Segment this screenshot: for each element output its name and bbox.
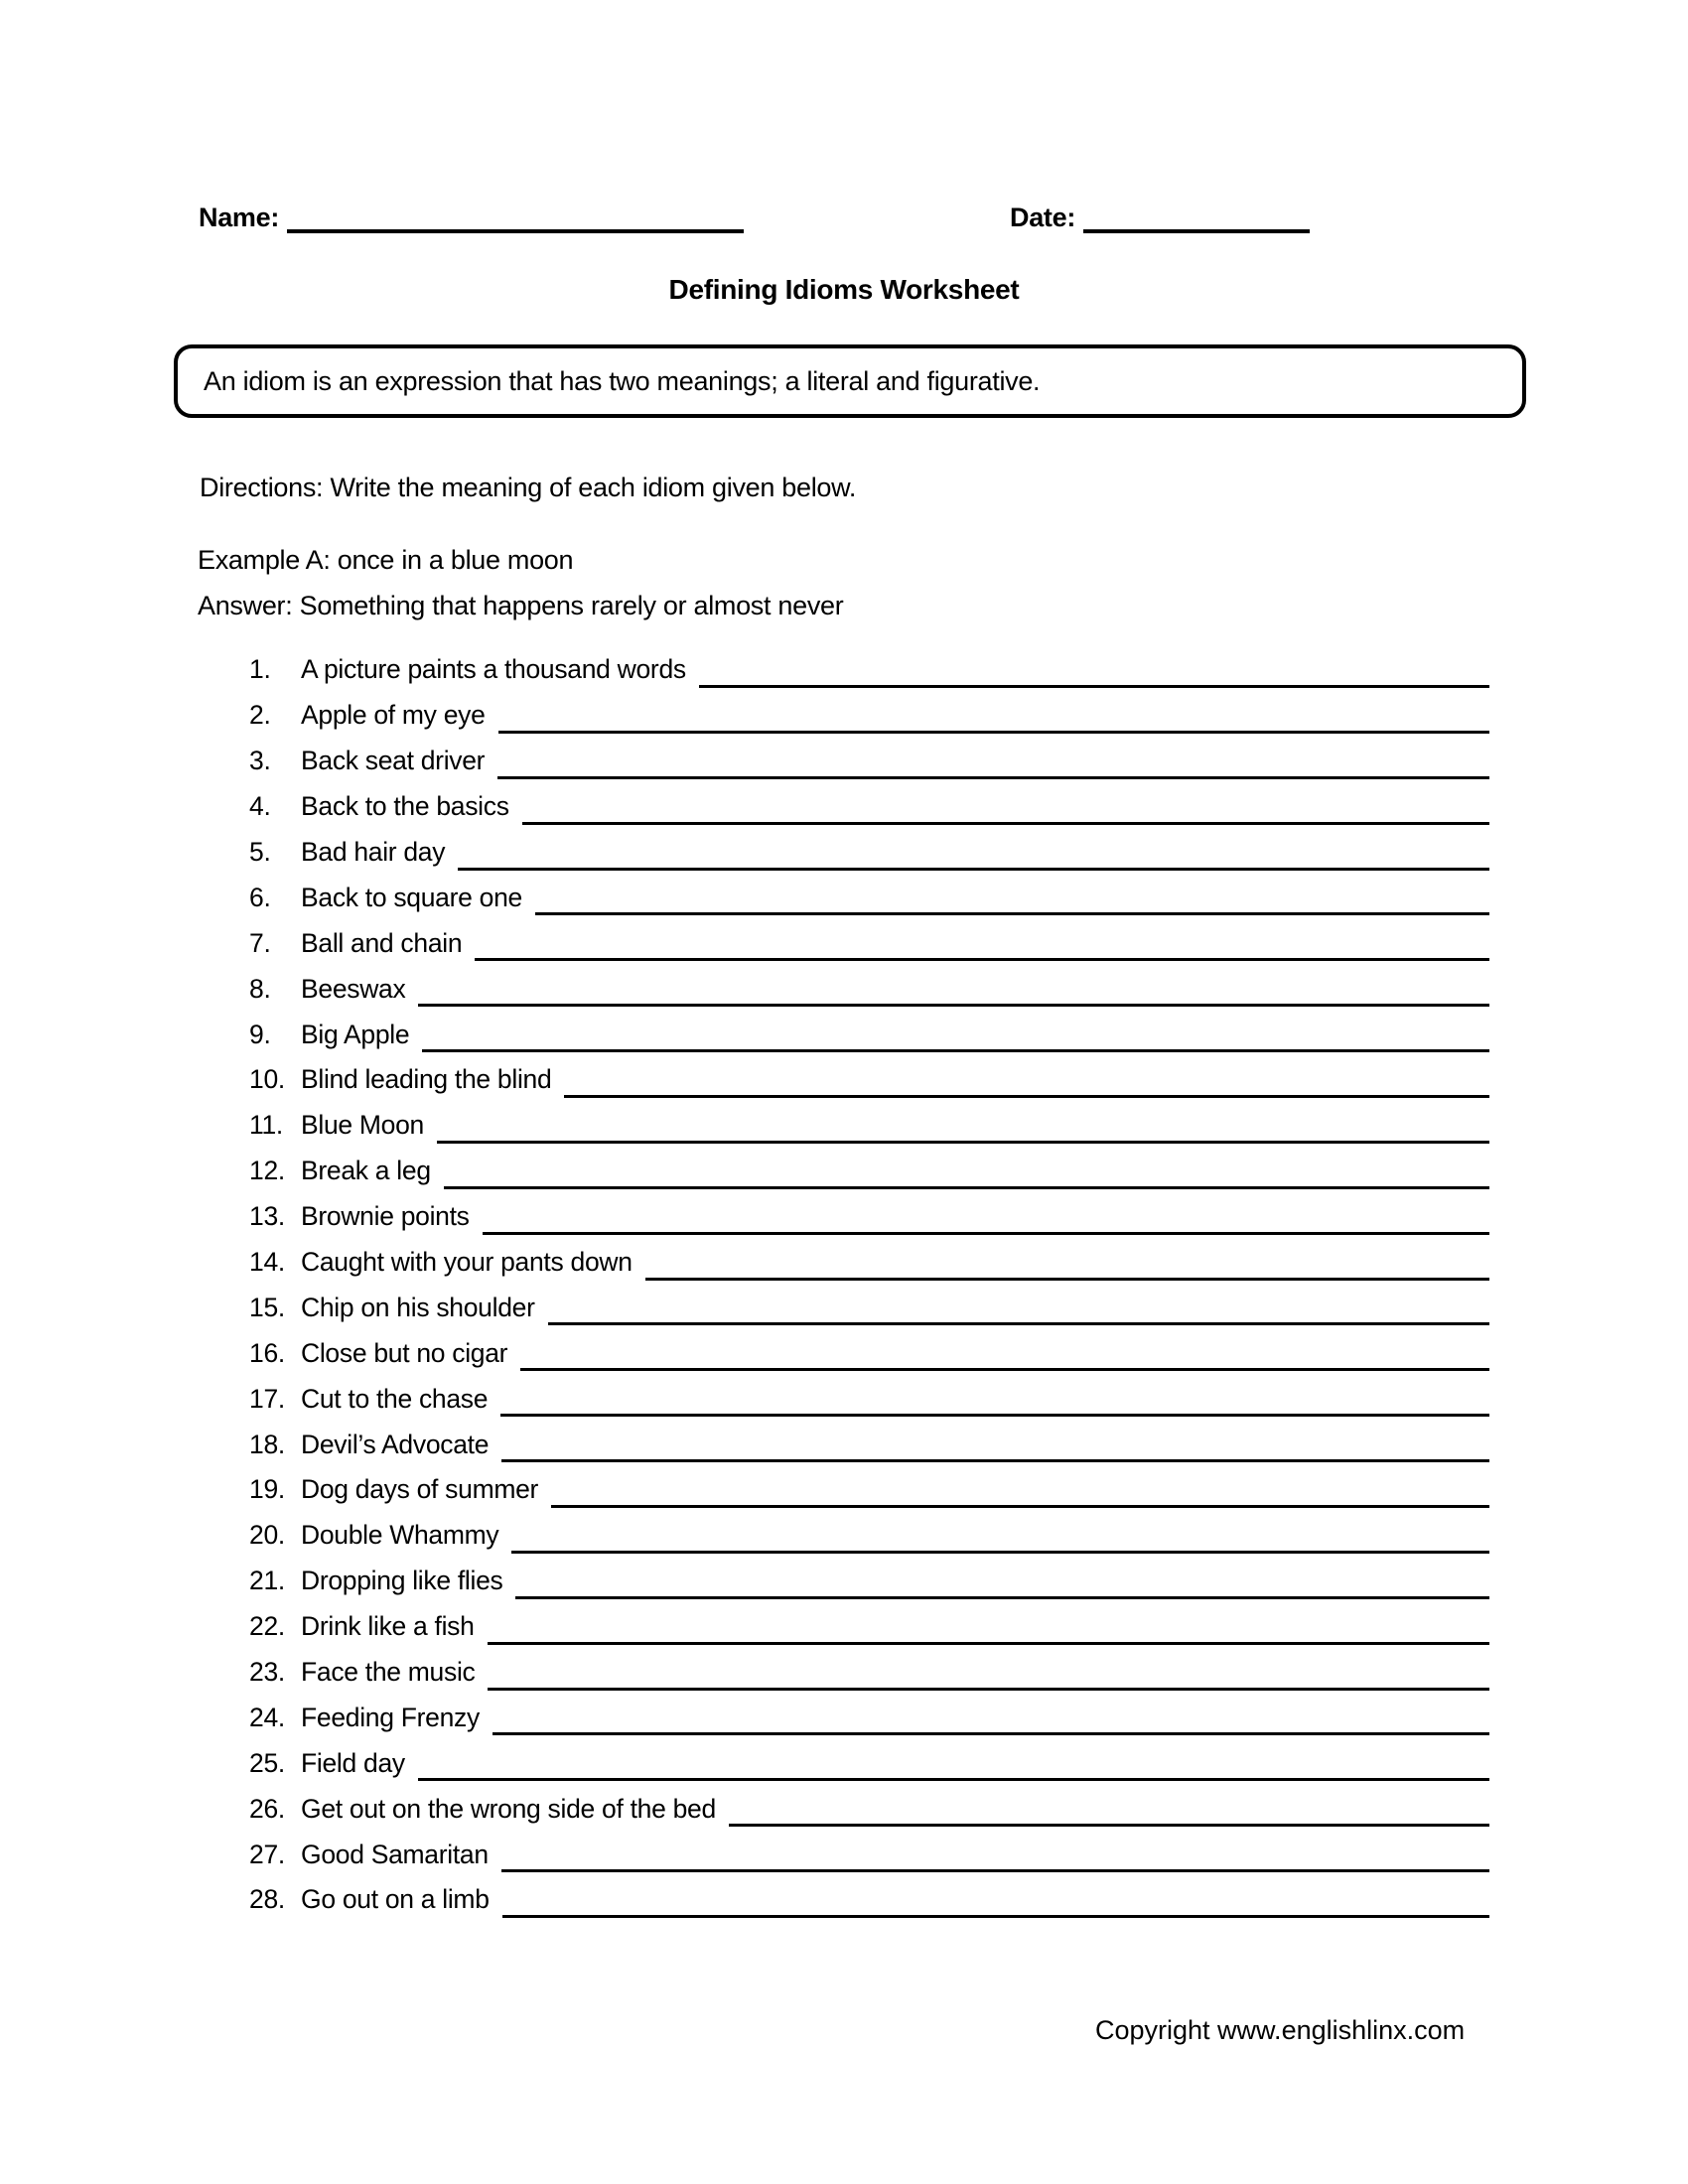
- idiom-number: 28.: [249, 1884, 285, 1915]
- idiom-text: Close but no cigar: [301, 1337, 508, 1368]
- answer-blank-line: [497, 744, 1489, 779]
- idiom-number: 15.: [249, 1292, 285, 1322]
- idiom-row: [249, 1740, 1489, 1786]
- idiom-number: 6.: [249, 882, 271, 912]
- idiom-number: 3.: [249, 746, 271, 776]
- idiom-number: 8.: [249, 973, 271, 1004]
- idiom-number: 23.: [249, 1657, 285, 1688]
- idiom-number: 14.: [249, 1247, 285, 1278]
- directions-text: Directions: Write the meaning of each idiom given below.: [200, 473, 857, 502]
- idiom-row: [249, 1559, 1489, 1604]
- idiom-text: Bad hair day: [301, 837, 446, 867]
- idiom-row: [249, 693, 1489, 739]
- idiom-text: Face the music: [301, 1657, 476, 1688]
- idiom-number: 19.: [249, 1474, 285, 1505]
- idiom-text: Dog days of summer: [301, 1474, 539, 1505]
- idiom-row: [249, 1240, 1489, 1286]
- idiom-text: Beeswax: [301, 973, 406, 1004]
- idiom-row: [249, 1012, 1489, 1057]
- idiom-number: 12.: [249, 1156, 285, 1186]
- idiom-text: Back to the basics: [301, 791, 509, 822]
- idiom-row: [249, 1422, 1489, 1467]
- idiom-row: [249, 739, 1489, 784]
- idiom-list: [249, 647, 1489, 1923]
- idiom-number: 16.: [249, 1337, 285, 1368]
- answer-blank-line: [548, 1290, 1489, 1325]
- idiom-number: 22.: [249, 1611, 285, 1642]
- idiom-row: [249, 1650, 1489, 1696]
- answer-blank-line: [488, 1609, 1489, 1645]
- idiom-text: Get out on the wrong side of the bed: [301, 1793, 716, 1824]
- answer-blank-line: [492, 1700, 1489, 1735]
- idiom-row: [249, 1330, 1489, 1376]
- example-answer-text: Answer: Something that happens rarely or almost never: [198, 591, 844, 620]
- idiom-row: [249, 830, 1489, 876]
- answer-blank-line: [501, 1427, 1489, 1462]
- idiom-row: [249, 1786, 1489, 1832]
- idiom-number: 20.: [249, 1520, 285, 1551]
- idiom-number: 9.: [249, 1019, 271, 1049]
- answer-blank-line: [502, 1882, 1489, 1918]
- idiom-text: Feeding Frenzy: [301, 1702, 480, 1732]
- idiom-row: [249, 784, 1489, 830]
- idiom-number: 2.: [249, 700, 271, 731]
- answer-blank-line: [475, 925, 1489, 961]
- idiom-number: 1.: [249, 654, 271, 685]
- idiom-number: 5.: [249, 837, 271, 867]
- answer-blank-line: [645, 1245, 1489, 1281]
- idiom-text: Blue Moon: [301, 1110, 424, 1141]
- idiom-number: 18.: [249, 1429, 285, 1459]
- idiom-number: 25.: [249, 1747, 285, 1778]
- name-blank-line: [287, 227, 744, 233]
- example-text: Example A: once in a blue moon: [198, 545, 574, 575]
- idiom-number: 13.: [249, 1201, 285, 1232]
- idiom-text: Go out on a limb: [301, 1884, 490, 1915]
- answer-blank-line: [535, 880, 1489, 915]
- answer-blank-line: [418, 1745, 1489, 1781]
- idiom-row: [249, 875, 1489, 920]
- idiom-text: Devil’s Advocate: [301, 1429, 490, 1459]
- idiom-row: [249, 1149, 1489, 1194]
- idiom-row: [249, 1194, 1489, 1240]
- answer-blank-line: [522, 789, 1489, 825]
- idiom-definition-box: [174, 344, 1526, 418]
- idiom-text: Dropping like flies: [301, 1566, 503, 1596]
- idiom-text: Chip on his shoulder: [301, 1292, 535, 1322]
- idiom-text: Ball and chain: [301, 927, 463, 958]
- idiom-row: [249, 1467, 1489, 1513]
- idiom-number: 11.: [249, 1110, 283, 1141]
- idiom-text: Blind leading the blind: [301, 1064, 552, 1095]
- idiom-text: Big Apple: [301, 1019, 410, 1049]
- answer-blank-line: [699, 652, 1489, 688]
- answer-blank-line: [515, 1564, 1489, 1599]
- idiom-text: Drink like a fish: [301, 1611, 475, 1642]
- idiom-row: [249, 1376, 1489, 1422]
- idiom-number: 17.: [249, 1383, 285, 1414]
- answer-blank-line: [551, 1472, 1489, 1508]
- answer-blank-line: [488, 1655, 1489, 1691]
- answer-blank-line: [501, 1837, 1489, 1872]
- idiom-number: 21.: [249, 1566, 285, 1596]
- date-label: Date:: [1010, 203, 1076, 232]
- name-field-group: [199, 203, 744, 233]
- idiom-row: [249, 1285, 1489, 1330]
- answer-blank-line: [444, 1154, 1489, 1189]
- idiom-text: Brownie points: [301, 1201, 470, 1232]
- answer-blank-line: [418, 971, 1489, 1007]
- date-field-group: [1010, 203, 1310, 233]
- idiom-text: Field day: [301, 1747, 405, 1778]
- answer-blank-line: [564, 1062, 1489, 1098]
- idiom-row: [249, 1604, 1489, 1650]
- answer-blank-line: [458, 835, 1489, 871]
- idiom-text: Apple of my eye: [301, 700, 486, 731]
- answer-blank-line: [422, 1017, 1489, 1052]
- idiom-number: 10.: [249, 1064, 285, 1095]
- idiom-row: [249, 920, 1489, 966]
- idiom-definition-text: An idiom is an expression that has two meanings; a literal and figurative.: [204, 365, 1041, 396]
- answer-blank-line: [437, 1108, 1489, 1144]
- idiom-text: Cut to the chase: [301, 1383, 489, 1414]
- idiom-row: [249, 647, 1489, 693]
- idiom-row: [249, 1877, 1489, 1923]
- idiom-text: Break a leg: [301, 1156, 431, 1186]
- answer-blank-line: [500, 1381, 1489, 1417]
- idiom-number: 7.: [249, 927, 271, 958]
- idiom-text: Back to square one: [301, 882, 522, 912]
- idiom-number: 4.: [249, 791, 271, 822]
- idiom-text: Double Whammy: [301, 1520, 499, 1551]
- idiom-number: 24.: [249, 1702, 285, 1732]
- name-label: Name:: [199, 203, 280, 232]
- answer-blank-line: [498, 698, 1489, 734]
- page-title: Defining Idioms Worksheet: [668, 274, 1020, 305]
- idiom-row: [249, 1695, 1489, 1740]
- idiom-row: [249, 1057, 1489, 1103]
- idiom-text: Back seat driver: [301, 746, 486, 776]
- copyright-text: Copyright www.englishlinx.com: [1095, 2015, 1466, 2045]
- idiom-row: [249, 966, 1489, 1012]
- idiom-row: [249, 1103, 1489, 1149]
- idiom-text: Caught with your pants down: [301, 1247, 633, 1278]
- idiom-row: [249, 1513, 1489, 1559]
- answer-blank-line: [483, 1199, 1489, 1235]
- answer-blank-line: [511, 1518, 1489, 1554]
- idiom-number: 27.: [249, 1839, 285, 1869]
- answer-blank-line: [520, 1335, 1489, 1371]
- idiom-number: 26.: [249, 1793, 285, 1824]
- idiom-text: A picture paints a thousand words: [301, 654, 686, 685]
- date-blank-line: [1083, 227, 1310, 233]
- answer-blank-line: [729, 1791, 1489, 1827]
- idiom-text: Good Samaritan: [301, 1839, 489, 1869]
- idiom-row: [249, 1832, 1489, 1877]
